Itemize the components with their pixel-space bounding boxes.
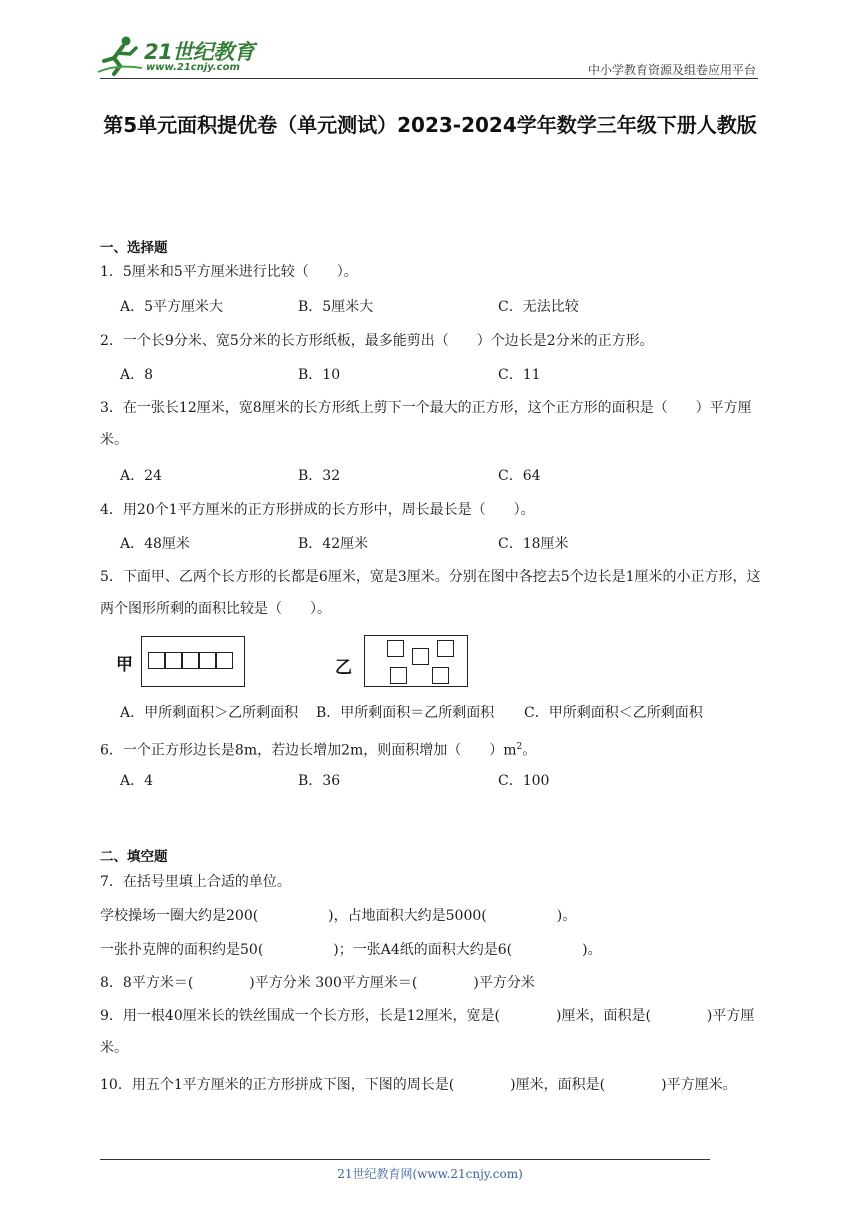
cutout-square xyxy=(412,648,429,665)
q6-option-a: A．4 xyxy=(120,773,154,789)
figure-label-yi: 乙 xyxy=(335,658,352,678)
question-3: 3．在一张长12厘米，宽8厘米的长方形纸上剪下一个最大的正方形，这个正方形的面积是（ ）平方厘米。 xyxy=(100,400,752,448)
logo-text: 21世纪教育 xyxy=(144,40,255,64)
section-heading-fill: 二、填空题 xyxy=(100,849,168,865)
footer-text: 21世纪教育网(www.21cnjy.com) xyxy=(337,1167,523,1181)
q1-option-a: A．5平方厘米大 xyxy=(120,299,224,315)
figure-label-jia: 甲 xyxy=(116,655,133,675)
q1-option-c: C．无法比较 xyxy=(498,299,579,315)
cutout-square xyxy=(165,652,182,669)
question-7-line-2: 一张扑克牌的面积约是50( )；一张A4纸的面积大约是6( )。 xyxy=(100,942,602,958)
figure-rectangle-jia xyxy=(141,636,245,687)
header-tagline: 中小学教育资源及组卷应用平台 xyxy=(587,63,756,77)
header-divider xyxy=(100,78,758,79)
q6-option-c: C．100 xyxy=(498,773,550,789)
question-6-text: 6．一个正方形边长是8m，若边长增加2m，则面积增加（ ）m xyxy=(100,742,517,759)
q3-option-b: B．32 xyxy=(298,468,341,484)
question-2: 2．一个长9分米、宽5分米的长方形纸板，最多能剪出（ ）个边长是2分米的正方形。 xyxy=(100,333,654,349)
q6-option-b: B．36 xyxy=(298,773,341,789)
runner-icon xyxy=(96,34,144,78)
q4-option-a: A．48厘米 xyxy=(120,536,190,552)
q2-option-c: C．11 xyxy=(498,367,541,383)
q1-option-b: B．5厘米大 xyxy=(298,299,374,315)
question-10: 10．用五个1平方厘米的正方形拼成下图，下图的周长是( )厘米，面积是( )平方厘米。 xyxy=(100,1077,737,1093)
footer-divider xyxy=(100,1159,710,1160)
cutout-square xyxy=(432,667,449,684)
q4-option-c: C．18厘米 xyxy=(498,536,569,552)
question-4: 4．用20个1平方厘米的正方形拼成的长方形中，周长最长是（ ）。 xyxy=(100,502,535,518)
cutout-square xyxy=(216,652,233,669)
question-9: 9．用一根40厘米长的铁丝围成一个长方形，长是12厘米，宽是( )厘米，面积是( )平方厘米。 xyxy=(100,1008,755,1056)
question-6-end: 。 xyxy=(522,742,537,759)
question-1: 1．5厘米和5平方厘米进行比较（ ）。 xyxy=(100,264,358,280)
question-7: 7．在括号里填上合适的单位。 xyxy=(100,874,291,890)
logo-url: www.21cnjy.com xyxy=(146,62,240,73)
section-heading-choice: 一、选择题 xyxy=(100,240,168,256)
site-logo xyxy=(96,34,296,78)
q5-option-a: A．甲所剩面积＞乙所剩面积 xyxy=(120,705,299,721)
cutout-square xyxy=(182,652,199,669)
question-5: 5．下面甲、乙两个长方形的长都是6厘米，宽是3厘米。分别在图中各挖去5个边长是1厘米的小正方形，这两个图形所剩的面积比较是（ ）。 xyxy=(100,569,761,617)
question-6 xyxy=(100,737,536,761)
q2-option-a: A．8 xyxy=(120,367,154,383)
q4-option-b: B．42厘米 xyxy=(298,536,369,552)
question-8: 8．8平方米＝( )平方分米 300平方厘米＝( )平方分米 xyxy=(100,975,535,991)
q5-option-b: B．甲所剩面积＝乙所剩面积 xyxy=(316,705,495,721)
q5-option-c: C．甲所剩面积＜乙所剩面积 xyxy=(524,705,703,721)
cutout-square xyxy=(199,652,216,669)
q3-option-c: C．64 xyxy=(498,468,541,484)
q2-option-b: B．10 xyxy=(298,367,341,383)
cutout-square xyxy=(437,640,454,657)
q3-option-a: A．24 xyxy=(120,468,162,484)
cutout-square xyxy=(148,652,165,669)
page-title: 第5单元面积提优卷（单元测试）2023-2024学年数学三年级下册人教版 xyxy=(103,113,757,137)
cutout-square xyxy=(387,640,404,657)
figure-rectangle-yi xyxy=(364,635,468,687)
question-7-line-1: 学校操场一圈大约是200( )，占地面积大约是5000( )。 xyxy=(100,908,577,924)
cutout-square xyxy=(390,667,407,684)
superscript-2: 2 xyxy=(516,742,523,752)
